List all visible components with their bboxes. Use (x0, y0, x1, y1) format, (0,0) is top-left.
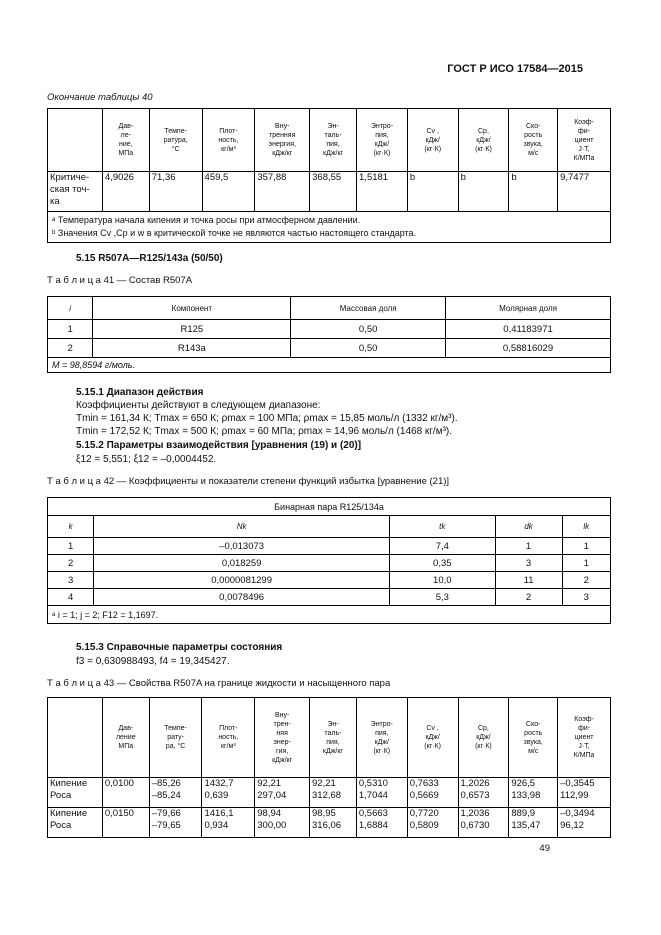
table42-row (48, 572, 611, 589)
table40-col-header: Эн- таль- пия, кДж/кг (310, 109, 357, 172)
table41-cell: 1 (48, 320, 93, 339)
table41-col-header: Компонент (93, 297, 291, 320)
table41-header-row (48, 297, 611, 320)
table40-cell: 1,5181 (357, 172, 408, 212)
table42-group-header: Бинарная пара R125/134a (48, 498, 611, 516)
table40-col-header: Энтро- пия, кДж/ (кг·К) (357, 109, 408, 172)
table41-col-header: Молярная доля (446, 297, 611, 320)
table40-critical-row (48, 172, 611, 212)
section-5-15-2-title: 5.15.2 Параметры взаимодействия [уравнения (19) и (20)] (76, 440, 362, 451)
table43-cell: –0,3545 112,99 (558, 778, 611, 808)
table43-cell: 0,7720 0,5809 (407, 808, 458, 838)
table40-cell: b (407, 172, 458, 212)
table40-cell: 71,36 (149, 172, 202, 212)
table41-cell: 0,50 (291, 339, 446, 358)
range-line-2: Tmin = 172,52 К; Tmax = 500 К; ρmax = 60 МПа; ρmax = 14,96 моль/л (1468 кг/м³). (76, 426, 453, 437)
table42-cell: 10,0 (389, 572, 495, 589)
table43-row (48, 778, 611, 808)
table42-cell: 0,0000081299 (94, 572, 390, 589)
table42-cell: 1 (495, 538, 562, 555)
table41-caption: Т а б л и ц а 41 — Состав R507A (47, 275, 193, 286)
table43-col-header: Плот- ность, кг/м³ (202, 698, 255, 778)
table40-header-row (48, 109, 611, 172)
table41-cell: R143a (93, 339, 291, 358)
table42-cell: 3 (495, 555, 562, 572)
table43-col-header: Энтро- пия, кДж/ (кг·К) (356, 698, 407, 778)
table42-col-header: lk (562, 516, 611, 538)
table42-col-header: tk (389, 516, 495, 538)
table43-cell: 0,5663 1,6884 (356, 808, 407, 838)
table-41 (47, 296, 611, 373)
table40-cell: 4,9026 (102, 172, 149, 212)
table43-cell: 0,0150 (102, 808, 149, 838)
table43-header-row (48, 698, 611, 778)
table42-note: ᵃ i = 1; j = 2; F12 = 1,1697. (48, 606, 611, 624)
table43-cell: 92,21 297,04 (255, 778, 310, 808)
table40-caption: Окончание таблицы 40 (47, 92, 153, 103)
table43-cell: –0,3494 96,12 (558, 808, 611, 838)
table43-col-header: Вну- трен- няя энер- гия, кДж/кг (255, 698, 310, 778)
table43-cell: –79,66 –79,65 (149, 808, 202, 838)
table43-cell: –85,26 –85,24 (149, 778, 202, 808)
table40-col-header: Темпе- ратура, °C (149, 109, 202, 172)
table41-col-header: i (48, 297, 93, 320)
table42-row (48, 555, 611, 572)
table43-cell: 92,21 312,68 (310, 778, 357, 808)
table43-col-header: Cv , кДж/ (кг·К) (407, 698, 458, 778)
table41-note: M = 98,8594 г/моль. (48, 358, 611, 373)
table42-caption: Т а б л и ц а 42 — Коэффициенты и показатели степени функций избытка [уравнение (21)] (47, 476, 450, 487)
table43-cell: 926,5 133,98 (509, 778, 558, 808)
table43-col-header: Дав- ление МПа (102, 698, 149, 778)
table43-cell: 0,5310 1,7044 (356, 778, 407, 808)
table43-caption: Т а б л и ц а 43 — Свойства R507A на границе жидкости и насыщенного пара (47, 678, 391, 689)
table42-cell: 0,35 (389, 555, 495, 572)
section-5-15-1-title: 5.15.1 Диапазон действия (76, 387, 204, 398)
table42-header-row (48, 516, 611, 538)
table-43 (47, 697, 611, 838)
table43-col-header (48, 698, 103, 778)
table43-col-header: Коэф- фи- циент J·T, К/МПа (558, 698, 611, 778)
table43-cell: 889,9 135,47 (509, 808, 558, 838)
table40-cell: 368,55 (310, 172, 357, 212)
table42-col-header: dk (495, 516, 562, 538)
table41-row (48, 320, 611, 339)
table43-col-header: Темпе- рату- ра, °C (149, 698, 202, 778)
table42-cell: 1 (562, 555, 611, 572)
table43-cell: 98,94 300,00 (255, 808, 310, 838)
table43-cell: 1,2036 0,6730 (458, 808, 509, 838)
table43-cell: 98,95 316,06 (310, 808, 357, 838)
table42-cell: 0,0078496 (94, 589, 390, 606)
table42-cell: –0,013073 (94, 538, 390, 555)
table43-col-header: Эн- таль- пия, кДж/кг (310, 698, 357, 778)
table43-cell: 0,7633 0,5669 (407, 778, 458, 808)
table42-cell: 2 (562, 572, 611, 589)
table42-cell: 0,018259 (94, 555, 390, 572)
table42-cell: 2 (48, 555, 94, 572)
table40-col-header: Cp, кДж/ (кг·К) (458, 109, 509, 172)
table40-col-header: Плот- ность, кг/м³ (202, 109, 255, 172)
table40-cell: b (458, 172, 509, 212)
table43-cell: 1,2026 0,6573 (458, 778, 509, 808)
table43-col-header: Cp, кДж/ (кг·К) (458, 698, 509, 778)
section-5-15-title: 5.15 R507A—R125/143a (50/50) (76, 253, 223, 264)
table40-col-header: Вну- тренняя энергия, кДж/кг (255, 109, 310, 172)
table43-row (48, 808, 611, 838)
table42-row (48, 589, 611, 606)
table43-cell: Кипение Роса (48, 808, 103, 838)
table40-col-header: Коэф- фи- циент J·T, К/МПа (558, 109, 611, 172)
reference-params: f3 = 0,630988493, f4 = 19,345427. (76, 656, 230, 667)
table40-cell: 459,5 (202, 172, 255, 212)
table41-cell: R125 (93, 320, 291, 339)
table40-cell: 9,7477 (558, 172, 611, 212)
table41-row (48, 339, 611, 358)
table42-cell: 1 (562, 538, 611, 555)
table-42 (47, 497, 611, 624)
table41-cell: 0,58816029 (446, 339, 611, 358)
table41-cell: 2 (48, 339, 93, 358)
table42-col-header: k (48, 516, 94, 538)
table42-cell: 3 (562, 589, 611, 606)
section-5-15-3-title: 5.15.3 Справочные параметры состояния (76, 642, 283, 653)
table41-cell: 0,50 (291, 320, 446, 339)
range-line-1: Tmin = 161,34 К; Tmax = 650 К; ρmax = 100 МПа; ρmax = 15,85 моль/л (1332 кг/м³). (76, 413, 458, 424)
table40-col-header: Ско- рость звука, м/с (509, 109, 558, 172)
table40-cell: Критиче- ская точ- ка (48, 172, 103, 212)
table43-cell: Кипение Роса (48, 778, 103, 808)
table40-cell: b (509, 172, 558, 212)
table42-cell: 4 (48, 589, 94, 606)
table43-col-header: Ско- рость звука, м/с (509, 698, 558, 778)
range-intro: Коэффициенты действуют в следующем диапазоне: (76, 400, 321, 411)
table41-col-header: Массовая доля (291, 297, 446, 320)
table-40 (47, 108, 611, 243)
table40-col-header: Cv , кДж/ (кг·К) (407, 109, 458, 172)
table41-cell: 0,41183971 (446, 320, 611, 339)
table40-note-a: ᵃ Температура начала кипения и точка росы при атмосферном давлении. (52, 215, 361, 225)
table40-cell: 357,88 (255, 172, 310, 212)
table40-notes-row (48, 212, 611, 243)
table42-cell: 3 (48, 572, 94, 589)
table40-col-header: Дав- ле- ние, МПа (102, 109, 149, 172)
table43-cell: 1416,1 0,934 (202, 808, 255, 838)
table42-cell: 5,3 (389, 589, 495, 606)
document-id: ГОСТ Р ИСО 17584—2015 (447, 63, 583, 75)
table42-row (48, 538, 611, 555)
table43-cell: 0,0100 (102, 778, 149, 808)
table40-note-b: ᵇ Значения Cv ,Cp и w в критической точке не являются частью настоящего стандарта. (52, 228, 417, 238)
table42-cell: 11 (495, 572, 562, 589)
table40-col-header (48, 109, 103, 172)
table42-col-header: Nk (94, 516, 390, 538)
page-number: 49 (539, 843, 550, 854)
table42-cell: 2 (495, 589, 562, 606)
table43-cell: 1432,7 0,639 (202, 778, 255, 808)
table42-cell: 1 (48, 538, 94, 555)
table42-cell: 7,4 (389, 538, 495, 555)
interaction-params: ξ12 = 5,551; ξ12 = –0,0004452. (76, 454, 217, 465)
